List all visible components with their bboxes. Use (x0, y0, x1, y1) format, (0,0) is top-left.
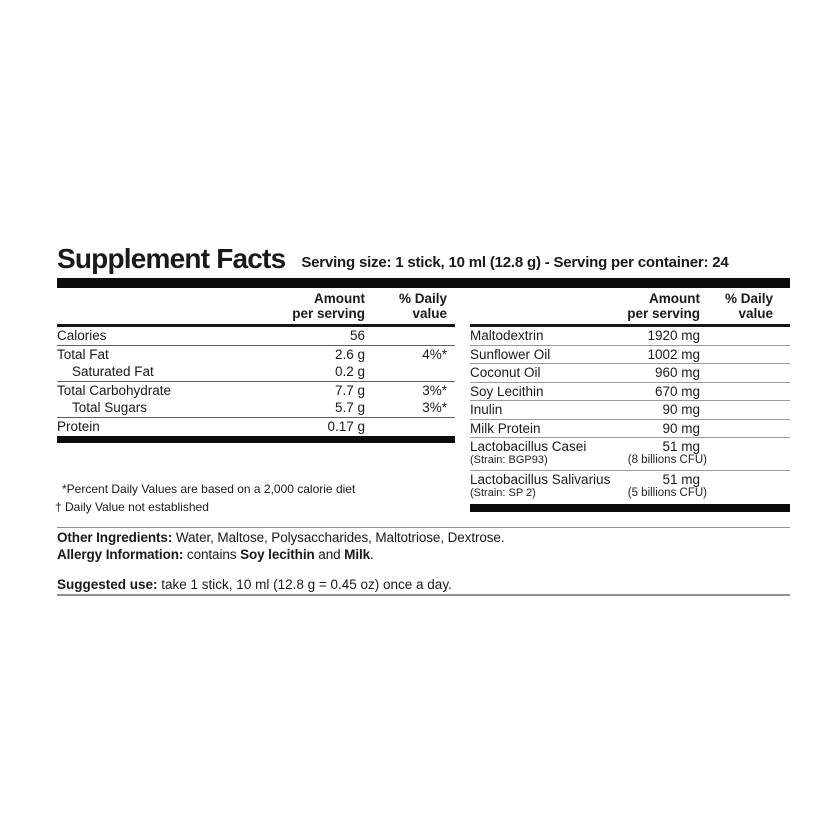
suggested-use-label: Suggested use: (57, 577, 158, 592)
table-row (57, 363, 455, 382)
daily-value-header-line1: % Daily (398, 291, 447, 306)
ingredient-name-main: Lactobacillus Casei (470, 439, 587, 454)
table-row (470, 364, 790, 383)
allergy-information-line (57, 547, 790, 564)
table-row (57, 327, 455, 346)
ingredients-info (57, 530, 790, 563)
table-row (470, 346, 790, 365)
divider (57, 594, 790, 596)
table-row (470, 420, 790, 439)
divider (57, 527, 790, 528)
amount-header-line1: Amount (649, 291, 700, 306)
table-row (470, 471, 790, 503)
other-ingredients-text: Water, Maltose, Polysaccharides, Maltotriose, Dextrose. (172, 530, 505, 545)
nutrient-name: Total Fat (57, 346, 109, 362)
nutrient-amount: 0.17 g (327, 418, 365, 434)
header-thick-bar (57, 278, 790, 288)
nutrient-amount: 2.6 g (334, 346, 365, 362)
percent-daily-value-footnote: *Percent Daily Values are based on a 2,000 calorie diet (62, 482, 356, 496)
daily-value-header-line2: value (738, 306, 773, 321)
ingredient-name: Coconut Oil (470, 365, 541, 380)
nutrient-name: Calories (57, 328, 107, 343)
label-header (57, 244, 790, 274)
macronutrients-table (57, 291, 455, 443)
ingredient-name: Sunflower Oil (470, 346, 551, 362)
amount-header (627, 291, 700, 321)
allergen-soy: Soy lecithin (240, 546, 315, 562)
table-row (470, 383, 790, 402)
daily-value-header-line1: % Daily (724, 291, 773, 306)
nutrient-name: Total Sugars (72, 400, 148, 415)
nutrient-amount: 56 (349, 328, 365, 343)
ingredient-amount: 90 mg (662, 420, 700, 436)
other-ingredients-label: Other Ingredients: (57, 530, 173, 545)
ingredient-amount: 1002 mg (647, 346, 700, 362)
amount-header-line2: per serving (627, 306, 700, 321)
ingredient-name: Soy Lecithin (470, 383, 544, 399)
table-bottom-bar (470, 504, 790, 512)
allergy-post-text: . (370, 546, 374, 562)
cfu-label: (5 billions CFU) (627, 486, 707, 499)
table-row (470, 401, 790, 420)
ingredient-name-main: Lactobacillus Salivarius (470, 471, 611, 487)
ingredient-amount-main: 51 mg (662, 439, 700, 454)
ingredient-name: Maltodextrin (470, 328, 544, 343)
ingredient-amount: 670 mg (654, 383, 700, 399)
ingredient-amount (627, 439, 707, 467)
nutrient-dv: 3%* (422, 382, 447, 398)
nutrient-amount: 5.7 g (334, 400, 365, 415)
ingredient-name: Inulin (470, 402, 503, 417)
serving-info: Serving size: 1 stick, 10 ml (12.8 g) - Serving per container: 24 (301, 254, 729, 271)
nutrient-dv: 4%* (422, 346, 447, 362)
allergy-mid-text: and (314, 546, 345, 562)
nutrient-name: Saturated Fat (72, 364, 154, 379)
ingredient-name: Milk Protein (470, 420, 541, 436)
cfu-label: (8 billions CFU) (627, 454, 707, 466)
table-column-headers (57, 291, 455, 322)
page-title: Supplement Facts (57, 243, 286, 274)
ingredient-amount (627, 471, 707, 500)
daily-value-header-line2: value (412, 306, 447, 321)
table-row (57, 382, 455, 400)
nutrient-dv: 3%* (422, 400, 447, 415)
table-row (57, 399, 455, 418)
amount-header-line2: per serving (292, 306, 365, 321)
amount-header (292, 291, 365, 321)
strain-label: (Strain: BGP93) (470, 454, 548, 466)
nutrient-amount: 7.7 g (334, 382, 365, 398)
ingredients-table (470, 291, 790, 512)
strain-label: (Strain: SP 2) (470, 486, 536, 499)
ingredient-amount: 1920 mg (647, 328, 700, 343)
allergen-milk: Milk (344, 546, 371, 562)
other-ingredients-line (57, 530, 790, 547)
table-row (470, 327, 790, 346)
table-row (57, 346, 455, 364)
table-bottom-bar (57, 436, 455, 443)
ingredient-amount: 960 mg (654, 365, 700, 380)
ingredient-amount: 90 mg (662, 402, 700, 417)
nutrient-name: Protein (57, 418, 100, 434)
allergy-label: Allergy Information: (57, 546, 184, 562)
table-row (470, 438, 790, 471)
suggested-use-line (57, 577, 790, 593)
table-column-headers (470, 291, 790, 322)
ingredient-amount-main: 51 mg (662, 471, 700, 487)
allergy-pre-text: contains (183, 546, 241, 562)
suggested-use-text: take 1 stick, 10 ml (12.8 g = 0.45 oz) once a day. (157, 577, 452, 592)
nutrient-amount: 0.2 g (334, 364, 365, 379)
footnotes (55, 481, 355, 516)
daily-value-not-established-footnote: † Daily Value not established (55, 499, 209, 514)
daily-value-header (725, 291, 790, 321)
nutrient-name: Total Carbohydrate (57, 382, 172, 398)
daily-value-header (399, 291, 455, 321)
amount-header-line1: Amount (314, 291, 365, 306)
table-row (57, 418, 455, 436)
